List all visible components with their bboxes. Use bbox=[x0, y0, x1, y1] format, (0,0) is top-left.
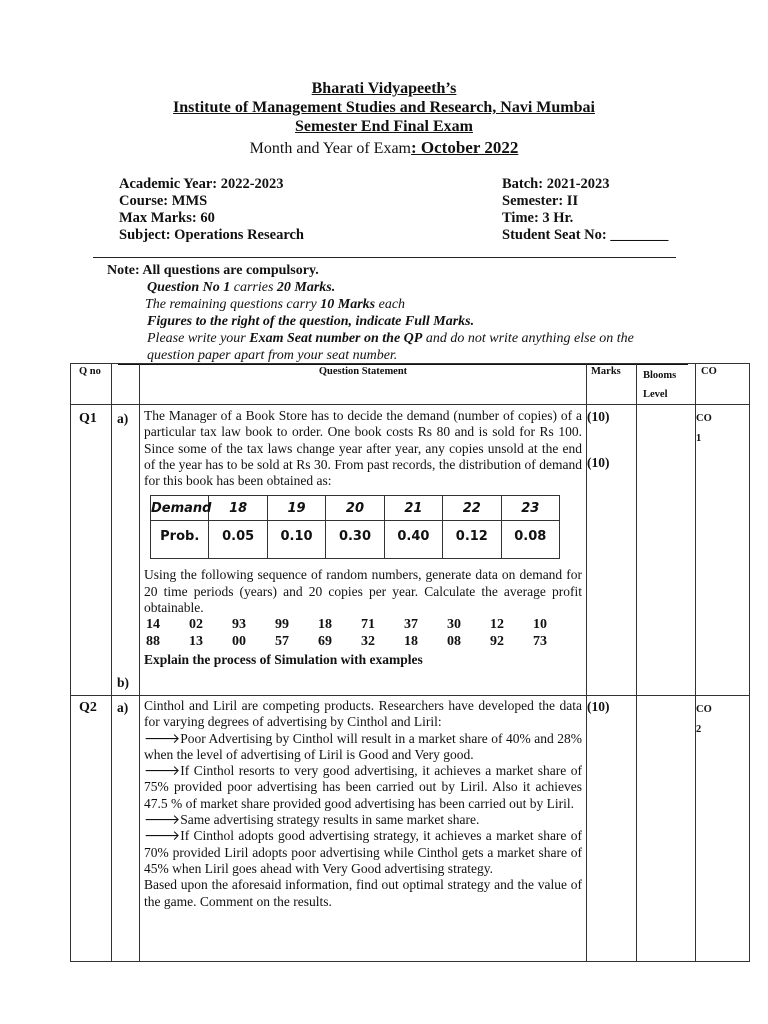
q2-row bbox=[71, 696, 750, 962]
institute-name: Institute of Management Studies and Research, Navi Mumbai bbox=[173, 99, 595, 116]
random-number: 14 bbox=[146, 617, 160, 633]
q1-marks bbox=[587, 405, 637, 696]
q2-closing: Based upon the aforesaid information, find out optimal strategy and the value of the game. Comment on the results. bbox=[144, 877, 582, 909]
prob-row bbox=[151, 521, 560, 559]
header-part bbox=[112, 364, 140, 405]
prob-cell: 0.08 bbox=[501, 521, 559, 559]
prob-cell: 0.05 bbox=[209, 521, 267, 559]
seat-number: Student Seat No: ________ bbox=[502, 227, 669, 243]
random-number: 57 bbox=[275, 634, 289, 650]
q2-bullet: 🡒If Cinthol adopts good advertising strategy, it achieves a market share of 70% provided Liril adopts poor advertising while Cinthol gets a market share of 45% when Liril goes ahead with Very Good advertising strategy. bbox=[144, 828, 582, 876]
random-number: 32 bbox=[361, 634, 375, 650]
subject: Subject: Operations Research bbox=[119, 227, 304, 243]
q2-bullet: 🡒Poor Advertising by Cinthol will result in a market share of 40% and 28% when the level of advertising of Liril is Good and Very good. bbox=[144, 730, 582, 762]
arrow-icon: 🡒 bbox=[144, 730, 181, 746]
q1-marks-b: (10) bbox=[587, 455, 610, 470]
demand-cell: 22 bbox=[443, 496, 501, 521]
demand-table bbox=[150, 495, 560, 559]
note-seat: Please write your Exam Seat number on the QP and do not write anything else on the bbox=[147, 331, 634, 346]
time: Time: 3 Hr. bbox=[502, 210, 574, 226]
header-co: CO bbox=[696, 364, 750, 405]
q2-bullet: 🡒If Cinthol resorts to very good advertising, it achieves a market share of 75% provided poor advertising has been carried out by Liril. Also it achieves 47.5 % of market share provided good advertising has been carried out by Liril. bbox=[144, 763, 582, 811]
prob-cell: 0.40 bbox=[384, 521, 442, 559]
q1-row bbox=[71, 405, 750, 696]
prob-cell: 0.30 bbox=[326, 521, 384, 559]
max-marks: Max Marks: 60 bbox=[119, 210, 215, 226]
demand-cell: 18 bbox=[209, 496, 267, 521]
q1-parts bbox=[112, 405, 140, 696]
random-number: 73 bbox=[533, 634, 547, 650]
random-number: 18 bbox=[318, 617, 332, 633]
demand-cell: 19 bbox=[267, 496, 325, 521]
demand-cell: 23 bbox=[501, 496, 559, 521]
q2-intro: Cinthol and Liril are competing products. Researchers have developed the data for varying degrees of advertising by Cinthol and Liril: bbox=[144, 698, 582, 730]
header-statement: Question Statement bbox=[140, 364, 587, 405]
exam-month-label: Month and Year of Exam bbox=[249, 140, 411, 157]
q1-marks-a: (10) bbox=[587, 409, 610, 424]
meta-left bbox=[119, 176, 304, 244]
note-compulsory: Note: All questions are compulsory. bbox=[107, 263, 319, 278]
random-number: 69 bbox=[318, 634, 332, 650]
q2-blooms bbox=[637, 696, 696, 962]
divider-top bbox=[93, 257, 676, 258]
note-seat-cont: question paper apart from your seat number. bbox=[147, 348, 398, 363]
academic-year: Academic Year: 2022-2023 bbox=[119, 176, 284, 192]
random-number: 00 bbox=[232, 634, 246, 650]
q2-marks: (10) bbox=[587, 696, 637, 962]
q1-blooms bbox=[637, 405, 696, 696]
q1-text-a: The Manager of a Book Store has to decide the demand (number of copies) of a particular tax law book to order. One book costs Rs 80 and is sold for Rs 100. Since some of the tax laws change year after year, any copies unsold at the end of the year has to be sold at Rs 30. From past records, the distribution of demand for this book has been obtained as: bbox=[144, 408, 582, 489]
random-row bbox=[146, 633, 576, 650]
random-number: 13 bbox=[189, 634, 203, 650]
prob-cell: 0.12 bbox=[443, 521, 501, 559]
note-remaining: The remaining questions carry 10 Marks each bbox=[145, 297, 406, 312]
arrow-icon: 🡒 bbox=[144, 828, 181, 844]
demand-cell: 20 bbox=[326, 496, 384, 521]
random-number: 88 bbox=[146, 634, 160, 650]
arrow-icon: 🡒 bbox=[144, 812, 181, 828]
random-number: 02 bbox=[189, 617, 203, 633]
random-row bbox=[146, 616, 576, 633]
random-numbers bbox=[146, 616, 576, 650]
header-blooms: Blooms Level bbox=[637, 364, 696, 405]
q2-part-a: a) bbox=[112, 696, 140, 962]
random-number: 71 bbox=[361, 617, 375, 633]
header-marks: Marks bbox=[587, 364, 637, 405]
demand-cell: 21 bbox=[384, 496, 442, 521]
note-figures: Figures to the right of the question, indicate Full Marks. bbox=[147, 314, 475, 329]
random-number: 92 bbox=[490, 634, 504, 650]
question-table bbox=[70, 363, 750, 962]
q2-statement bbox=[140, 696, 587, 962]
exam-title: Semester End Final Exam bbox=[295, 118, 473, 135]
q1-statement bbox=[140, 405, 587, 696]
random-number: 37 bbox=[404, 617, 418, 633]
exam-month bbox=[0, 138, 768, 158]
batch: Batch: 2021-2023 bbox=[502, 176, 610, 192]
prob-label: Prob. bbox=[151, 521, 209, 559]
meta-right bbox=[502, 176, 668, 244]
demand-row bbox=[151, 496, 560, 521]
demand-label: Demand bbox=[151, 496, 209, 521]
q1-text-b: Explain the process of Simulation with examples bbox=[144, 652, 423, 668]
college-name: Bharati Vidyapeeth’s bbox=[311, 80, 457, 97]
course: Course: MMS bbox=[119, 193, 208, 209]
q2-co: CO 2 bbox=[696, 696, 750, 962]
random-number: 99 bbox=[275, 617, 289, 633]
prob-cell: 0.10 bbox=[267, 521, 325, 559]
note-q1: Question No 1 carries 20 Marks. bbox=[147, 280, 336, 295]
semester: Semester: II bbox=[502, 193, 579, 209]
arrow-icon: 🡒 bbox=[144, 763, 181, 779]
q1-co: CO 1 bbox=[696, 405, 750, 696]
random-number: 12 bbox=[490, 617, 504, 633]
random-number: 18 bbox=[404, 634, 418, 650]
q2-number: Q2 bbox=[71, 696, 112, 962]
q1-part-a: a) bbox=[117, 411, 129, 426]
random-number: 08 bbox=[447, 634, 461, 650]
q2-bullet: 🡒Same advertising strategy results in same market share. bbox=[144, 812, 480, 828]
table-header-row bbox=[71, 364, 750, 405]
random-number: 10 bbox=[533, 617, 547, 633]
q1-number: Q1 bbox=[71, 405, 112, 696]
random-number: 93 bbox=[232, 617, 246, 633]
header-qno: Q no bbox=[71, 364, 112, 405]
exam-month-value: : October 2022 bbox=[410, 138, 519, 157]
q1-part-b: b) bbox=[117, 675, 130, 690]
q1-text-a2: Using the following sequence of random numbers, generate data on demand for 20 time periods (years) and 20 copies per year. Calculate the average profit obtainable. bbox=[144, 567, 582, 616]
notes bbox=[107, 262, 634, 364]
random-number: 30 bbox=[447, 617, 461, 633]
